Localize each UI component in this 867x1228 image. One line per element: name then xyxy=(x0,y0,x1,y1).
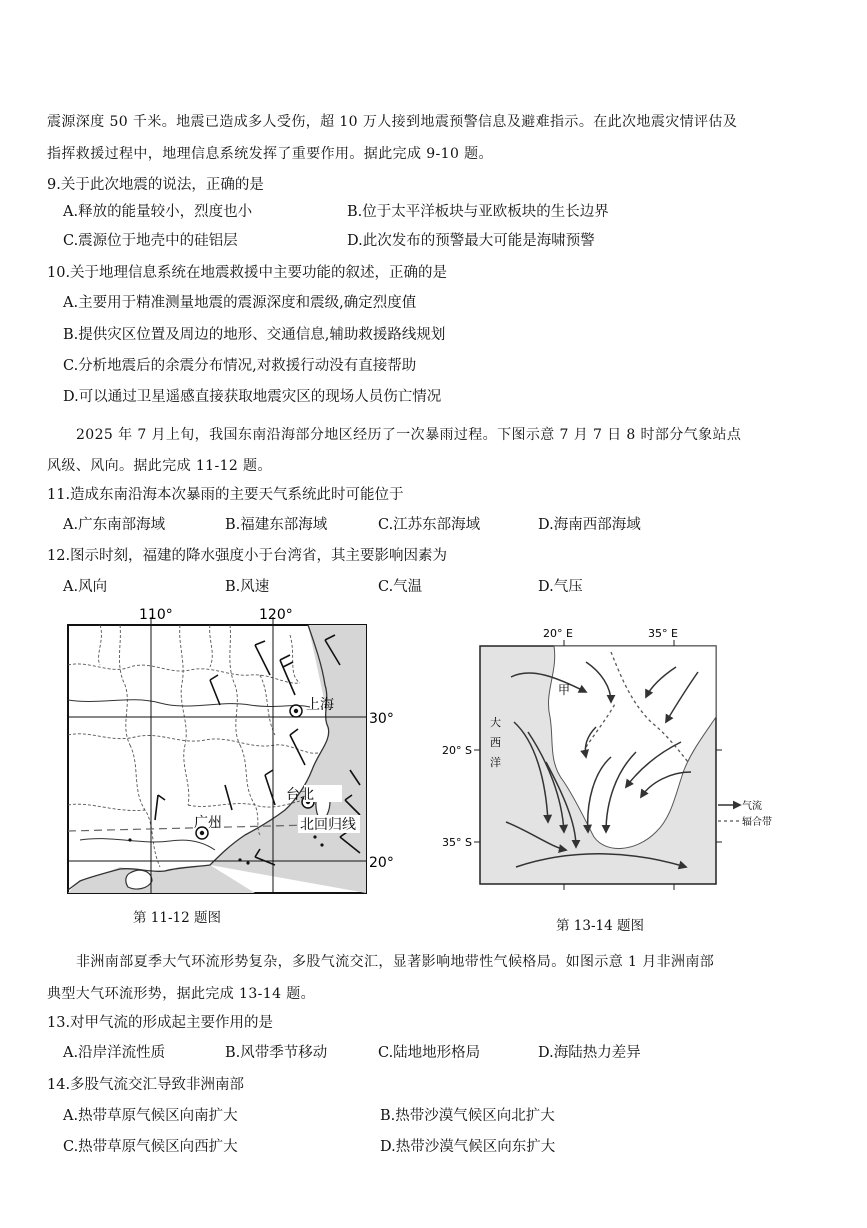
q12-option-b: B.风速 xyxy=(225,579,270,595)
city-shanghai-label: 上海 xyxy=(306,697,334,713)
q13-option-c: C.陆地地形格局 xyxy=(378,1045,481,1061)
q9-option-a: A.释放的能量较小，烈度也小 xyxy=(63,204,253,220)
q11-option-b: B.福建东部海域 xyxy=(225,517,328,533)
lat-35s-label: 35° S xyxy=(442,836,472,849)
lon-120-label: 120° xyxy=(259,607,293,623)
label-jia: 甲 xyxy=(558,683,571,697)
q13-stem: 13.对甲气流的形成起主要作用的是 xyxy=(47,1015,274,1031)
city-taibei-label: 台北 xyxy=(286,787,314,803)
lon-35e-label: 35° E xyxy=(648,627,678,640)
q11-option-d: D.海南西部海域 xyxy=(538,517,641,533)
q13-option-b: B.风带季节移动 xyxy=(225,1045,328,1061)
q14-option-d: D.热带沙漠气候区向东扩大 xyxy=(380,1139,556,1155)
tropic-label: 北回归线 xyxy=(300,817,356,833)
q12-option-a: A.风向 xyxy=(63,579,108,595)
map-svg xyxy=(60,605,400,900)
q12-stem: 12.图示时刻，福建的降水强度小于台湾省，其主要影响因素为 xyxy=(47,548,448,564)
q9-option-d: D.此次发布的预警最大可能是海啸预警 xyxy=(347,233,595,249)
q11-option-c: C.江苏东部海域 xyxy=(378,517,481,533)
q10-option-b: B.提供灾区位置及周边的地形、交通信息,辅助救援路线规划 xyxy=(63,327,446,343)
ocean-char-1: 大 xyxy=(490,716,501,729)
q9-stem: 9.关于此次地震的说法，正确的是 xyxy=(47,177,264,193)
q12-option-d: D.气压 xyxy=(538,579,583,595)
q10-option-d: D.可以通过卫星遥感直接获取地震灾区的现场人员伤亡情况 xyxy=(63,389,442,405)
map2-caption: 第 13-14 题图 xyxy=(556,918,645,934)
q9-option-c: C.震源位于地壳中的硅铝层 xyxy=(63,233,238,249)
q13-option-d: D.海陆热力差异 xyxy=(538,1045,641,1061)
intro1-line2: 指挥救援过程中，地理信息系统发挥了重要作用。据此完成 9-10 题。 xyxy=(47,146,493,162)
q10-option-c: C.分析地震后的余震分布情况,对救援行动没有直接帮助 xyxy=(63,358,417,374)
city-guangzhou-label: 广州 xyxy=(194,815,222,831)
intro3-line1: 非洲南部夏季大气环流形势复杂，多股气流交汇，显著影响地带性气候格局。如图示意 1 月非洲南部 xyxy=(76,954,715,970)
q11-option-a: A.广东南部海域 xyxy=(63,517,166,533)
q10-stem: 10.关于地理信息系统在地震救援中主要功能的叙述，正确的是 xyxy=(47,265,448,281)
map-southeast-china xyxy=(60,605,400,900)
lon-20e-label: 20° E xyxy=(543,627,573,640)
lat-20-label: 20° xyxy=(369,855,394,871)
q9-option-b: B.位于太平洋板块与亚欧板块的生长边界 xyxy=(347,204,609,220)
intro1-line1: 震源深度 50 千米。地震已造成多人受伤，超 10 万人接到地震预警信息及避难指示。在此次地震灾情评估及 xyxy=(47,114,738,130)
q11-stem: 11.造成东南沿海本次暴雨的主要天气系统此时可能位于 xyxy=(47,487,404,503)
hainan-island xyxy=(126,870,152,889)
legend-flow-label: 气流 xyxy=(742,801,762,812)
africa-svg xyxy=(436,622,772,906)
legend-conv-label: 辐合带 xyxy=(742,817,772,828)
q14-option-c: C.热带草原气候区向西扩大 xyxy=(63,1139,238,1155)
city-shanghai-marker xyxy=(290,705,302,717)
map-southern-africa xyxy=(436,622,772,906)
lon-110-label: 110° xyxy=(139,607,173,623)
ocean-char-2: 西 xyxy=(490,736,501,749)
intro3-line2: 典型大气环流形势，据此完成 13-14 题。 xyxy=(47,986,316,1002)
q12-option-c: C.气温 xyxy=(378,579,423,595)
map1-caption: 第 11-12 题图 xyxy=(133,910,222,926)
intro2-line1: 2025 年 7 月上旬，我国东南沿海部分地区经历了一次暴雨过程。下图示意 7 月 7 日 8 时部分气象站点 xyxy=(76,427,742,443)
q14-option-b: B.热带沙漠气候区向北扩大 xyxy=(380,1108,555,1124)
q14-option-a: A.热带草原气候区向南扩大 xyxy=(63,1108,238,1124)
lat-20s-label: 20° S xyxy=(442,744,472,757)
q14-stem: 14.多股气流交汇导致非洲南部 xyxy=(47,1077,245,1093)
q10-option-a: A.主要用于精准测量地震的震源深度和震级,确定烈度值 xyxy=(63,295,417,311)
lat-30-label: 30° xyxy=(369,711,394,727)
intro2-line2: 风级、风向。据此完成 11-12 题。 xyxy=(47,458,272,474)
q13-option-a: A.沿岸洋流性质 xyxy=(63,1045,166,1061)
ocean-char-3: 洋 xyxy=(490,756,501,769)
